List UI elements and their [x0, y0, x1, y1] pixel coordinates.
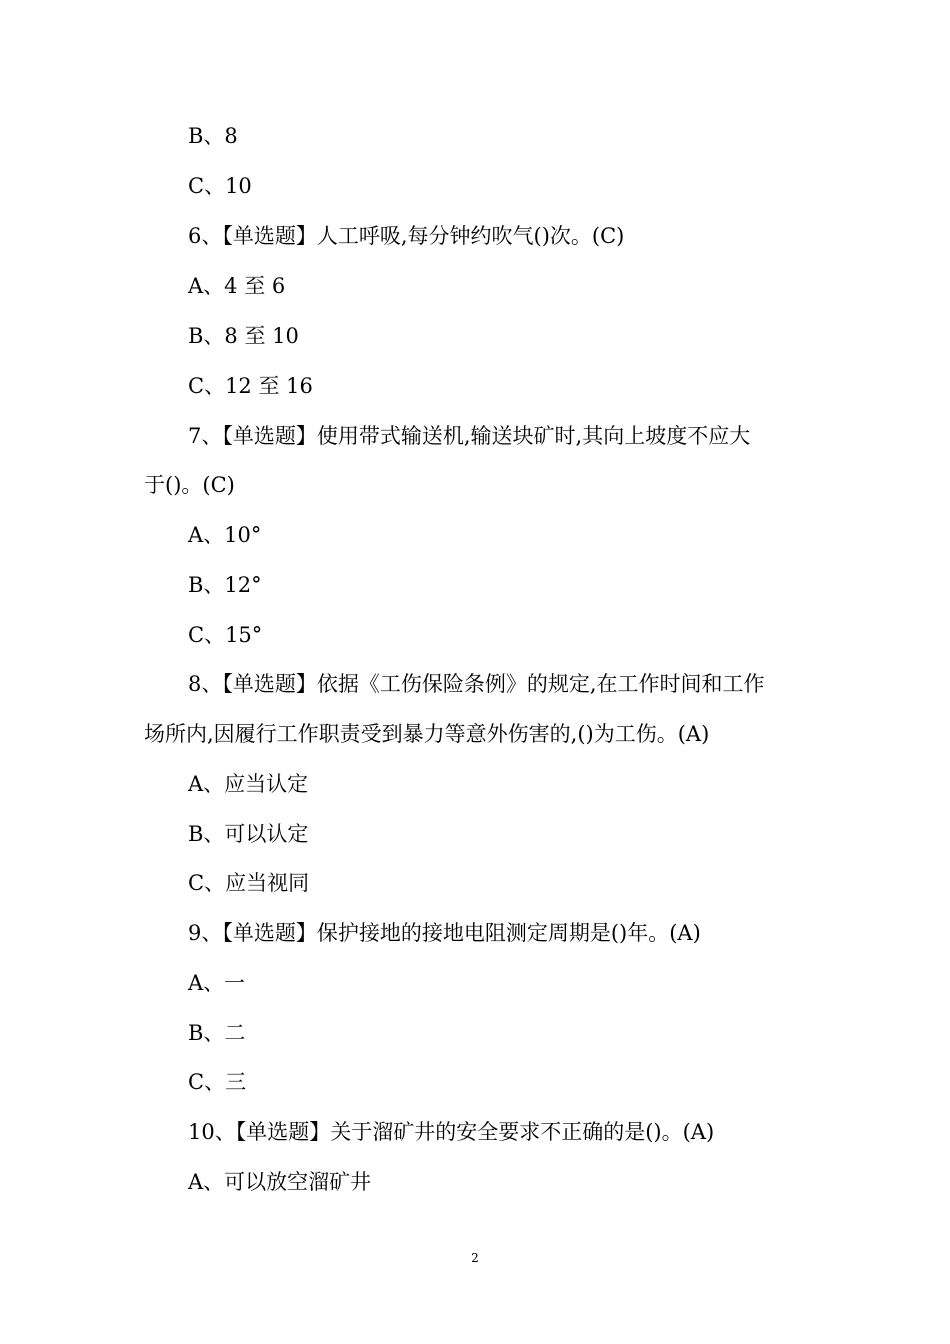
- question-line: 10、【单选题】关于溜矿井的安全要求不正确的是()。(A): [188, 1120, 715, 1144]
- option-line: B、8: [188, 124, 238, 148]
- option-line: B、二: [188, 1021, 246, 1045]
- option-line: C、15°: [188, 623, 263, 647]
- option-line: B、可以认定: [188, 822, 309, 846]
- option-line: C、三: [188, 1070, 247, 1094]
- page-number: 2: [471, 1251, 479, 1265]
- option-line: A、10°: [188, 523, 262, 547]
- option-line: C、12 至 16: [188, 374, 313, 398]
- question-continuation-line: 场所内,因履行工作职责受到暴力等意外伤害的,()为工伤。(A): [144, 722, 710, 746]
- option-line: A、可以放空溜矿井: [188, 1170, 372, 1194]
- question-line: 7、【单选题】使用带式输送机,输送块矿时,其向上坡度不应大: [188, 424, 751, 448]
- option-line: B、12°: [188, 573, 262, 597]
- question-line: 8、【单选题】依据《工伤保险条例》的规定,在工作时间和工作: [188, 672, 765, 696]
- option-line: A、4 至 6: [188, 274, 286, 298]
- option-line: C、10: [188, 174, 252, 198]
- question-line: 9、【单选题】保护接地的接地电阻测定周期是()年。(A): [188, 921, 701, 945]
- option-line: B、8 至 10: [188, 324, 299, 348]
- question-continuation-line: 于()。(C): [144, 473, 235, 497]
- option-line: A、一: [188, 971, 246, 995]
- option-line: A、应当认定: [188, 772, 309, 796]
- option-line: C、应当视同: [188, 871, 310, 895]
- question-line: 6、【单选题】人工呼吸,每分钟约吹气()次。(C): [188, 224, 625, 248]
